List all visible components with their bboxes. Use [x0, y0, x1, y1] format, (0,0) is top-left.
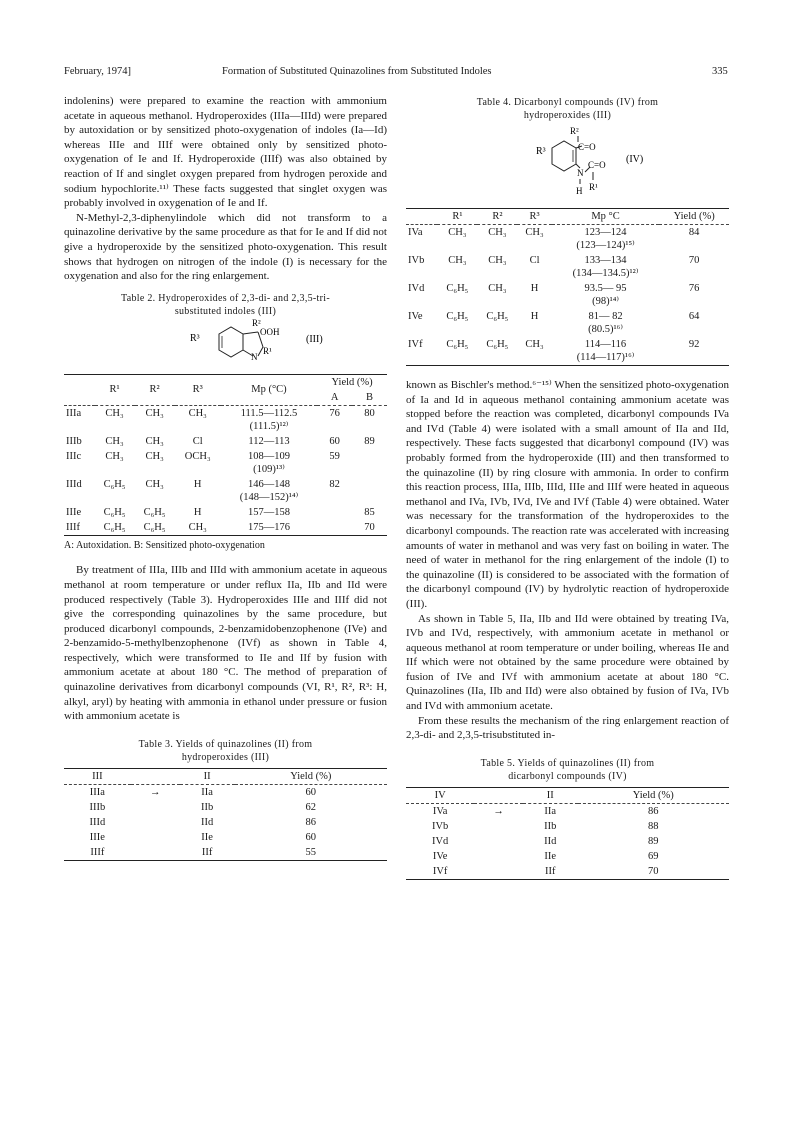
structure-III-diagram — [106, 318, 346, 374]
table-row: IVe C₆H₅ C₆H₅ H 81— 82 (80.5)¹⁶⁾ 64 — [408, 311, 700, 335]
table-row: IVf C₆H₅ C₆H₅ CH₃ 114—116 (114—117)¹⁶⁾ 92 — [406, 337, 729, 366]
table-row: IVb CH₃ CH₃ Cl 133—134 (134—134.5)¹²⁾ 70 — [408, 255, 700, 279]
col-header: B — [366, 391, 374, 403]
paragraph: As shown in Table 5, IIa, IIb and IId were obtained by treating IVa, IVb and IVd, respectively, with ammonium acetate in methanol or aqueous methanol at room temperature or under boiling, whereas IIe and IIf which were not obtained by the same procedure were obtained by fusion of IVe and IVf with ammonium acetate at about 180 °C. Quinazolines (IIa, IIb and IId) were also obtained by fusion of IVa, IVb and IVd with ammonium acetate. — [406, 612, 729, 713]
table-row: IVf IIf 70 — [406, 864, 729, 880]
table-row: IVd C₆H₅ CH₃ H 93.5— 95 (98)¹⁴⁾ 76 — [408, 283, 700, 307]
col-header: II — [203, 770, 211, 782]
paragraph: known as Bischler's method.⁶⁻¹⁵⁾ When the sensitized photo-oxygenation of Ia and Id in aqueous methanol containing ammonium acetate was stopped before the reaction was completed, dicarbonyl compounds IVa and IVd (Table 4) were isolated with a small amount of IIa and IId, respectively. These facts suggested that dicarbonyl compound (IV) was probably formed from the hydroperoxide (III) and then transformed to the quinazoline (II) by ring closure with ammonia. In order to confirm this reaction process, IIIa, IIIb, IIId, IIIe and IIIf were heated in aqueous methanol and IVa, IVb, IVd, IVe and IVf (Table 4) were obtained. Water was necessary for the transformation of the hydroperoxides to the dicarbonyl compounds. The reaction rate was accelerated with increasing amounts of water in methanol and was very fast on boiling in water. The need of water in methanol for the ring enlargement of the indole (I) to the quinazoline (II) is considered to be associated with the formation of the dicarbonyl compound (IV) by hydrolytic reaction of hydroperoxide (III). — [406, 379, 729, 610]
paragraph: N-Methyl-2,3-diphenylindole which did not transform to a quinazoline derivative by the same procedure as that for Ie and If did not give a hydroperoxide by the sensitized photo-oxygenation. This result shows that hydrogen on nitrogen of the indole (I) is necessary for the oxygenation and also for the ring enlargement. — [64, 211, 387, 283]
table-row: IIIa → IIa 60 — [89, 786, 317, 798]
n-label: N — [576, 168, 583, 178]
table-3 — [64, 768, 387, 861]
r2-label: R² — [569, 126, 579, 136]
col-header: Mp °C — [591, 211, 620, 222]
table-row: IIIb CH₃ CH₃ Cl 112—113 60 89 — [66, 435, 375, 447]
col-header: R¹ — [452, 211, 463, 222]
n-label: N — [250, 351, 257, 362]
table-row: IIId C₆H₅ CH₃ H 146—148 (148—152)¹⁴⁾ 82 — [66, 478, 340, 503]
col-header: Yield (%) — [290, 770, 332, 782]
table-2-caption-line2: substituted indoles (III) — [174, 305, 277, 317]
table-2-footnote: A: Autoxidation. B: Sensitized photo-oxygenation — [64, 539, 265, 551]
table-5-caption: Table 5. Yields of quinazolines (II) from — [480, 757, 655, 769]
table-5-caption-line2: dicarbonyl compounds (IV) — [508, 770, 627, 782]
col-header: A — [330, 391, 339, 403]
col-header: Mp (°C) — [251, 384, 287, 396]
paragraph: By treatment of IIIa, IIIb and IIId with ammonium acetate in aqueous methanol at room temperature or under reflux IIa, IIb and IId were produced respectively (Table 3). Hydroperoxides IIIe and IIIf did not give the corresponding quinazolines by the same procedure, but produced dicarbonyl compounds, 2-benzamidobenzophenone (IVe) and 2-benzamido-5-methylbenzophenone (IVf) as shown in Table 4, respectively, which were transformed to IIe and IIf by fusion with ammonium acetate at about 180 °C. The method of preparation of quinazoline derivatives from dicarbonyl compounds (VI, R¹, R², R³: H, alkyl, aryl) by heating with ammonia in ethanol under pressure or fusion with ammonium acetate is — [64, 564, 387, 723]
table-3-caption: Table 3. Yields of quinazolines (II) from — [138, 738, 313, 750]
table-row: IVa → IIa 86 — [432, 805, 659, 817]
table-4-caption: Table 4. Dicarbonyl compounds (IV) from — [476, 97, 659, 108]
table-row: IIIb IIb 62 — [89, 801, 317, 813]
table-row: IIIa CH₃ CH₃ CH₃ 111.5—112.5 (111.5)¹²⁾ 76 80 — [66, 407, 375, 432]
table-row: IIIe IIe 60 — [89, 831, 317, 843]
table-row: IVd IId 89 — [431, 835, 659, 847]
table-2 — [64, 374, 387, 536]
table-row: IIIf C₆H₅ C₆H₅ CH₃ 175—176 70 — [64, 520, 387, 536]
col-header: R¹ — [109, 384, 120, 396]
paragraph: indolenins) were prepared to examine the reaction with ammonium acetate in aqueous methanol. Hydroperoxides (IIIa—IIId) were prepared by autoxidation or by sensitized photo-oxygenation of indoles (Ia—Id) whereas IIIe and IIIf were obtained only by sensitized photo-oxygenation of Ie and If. Hydroperoxide (IIIf) was also obtained by reaction of If and singlet oxygen prepared from hydrogen peroxide and sodium hypochlorite.¹¹⁾ These facts suggested that singlet oxygen was probably involved in oxygenation of Ie and If. — [64, 95, 387, 210]
table-row: IIIf IIf 55 — [64, 845, 387, 861]
col-header: R³ — [192, 384, 203, 396]
col-header: IV — [434, 789, 446, 801]
table-row: IVa CH₃ CH₃ CH₃ 123—124 (123—124)¹⁵⁾ 84 — [408, 227, 700, 251]
r1-label: R¹ — [588, 182, 598, 192]
table-row: IVe IIe 69 — [432, 850, 659, 862]
r3-label: R³ — [535, 146, 546, 157]
table-5 — [406, 787, 729, 880]
table-row: IIIe C₆H₅ C₆H₅ H 157—158 85 — [66, 506, 375, 518]
col-header: R² — [149, 384, 160, 396]
r2-label: R² — [251, 317, 261, 328]
carbonyl-1: C=O — [577, 142, 596, 152]
col-header: III — [92, 770, 103, 782]
header-date: February, 1974] — [64, 66, 131, 77]
col-header: Yield (%) — [632, 789, 674, 801]
structure-label: (IV) — [625, 154, 643, 165]
r1-label: R¹ — [262, 345, 272, 356]
h-label: H — [575, 186, 582, 196]
table-row: IIId IId 86 — [89, 816, 317, 828]
r3-label: R³ — [189, 332, 200, 344]
col-header: R³ — [529, 211, 540, 222]
header-page: 335 — [712, 66, 728, 77]
right-column — [406, 96, 729, 880]
table-3-caption-line2: hydroperoxides (III) — [181, 751, 270, 763]
table-2-caption: Table 2. Hydroperoxides of 2,3-di- and 2,3,5-tri- — [121, 292, 330, 304]
table-4 — [406, 208, 729, 366]
table-row: IIIc CH₃ CH₃ OCH₃ 108—109 (109)¹³⁾ 59 — [66, 450, 340, 475]
header-title: Formation of Substituted Quinazolines from Substituted Indoles — [222, 66, 492, 77]
ooh-label: OOH — [259, 326, 279, 337]
col-header: II — [546, 789, 554, 801]
structure-IV-diagram — [448, 122, 688, 202]
left-column — [64, 94, 387, 861]
col-header-yield: Yield (%) — [331, 376, 373, 388]
table-row: IVb IIb 88 — [431, 820, 659, 832]
table-4-caption-line2: hydroperoxides (III) — [523, 110, 612, 121]
paragraph: From these results the mechanism of the ring enlargement reaction of 2,3-di- and 2,3,5-trisubstituted in- — [406, 714, 729, 742]
col-header: Yield (%) — [673, 211, 715, 222]
carbonyl-2: C=O — [587, 160, 606, 170]
col-header: R² — [492, 211, 503, 222]
structure-label: (III) — [305, 333, 323, 345]
